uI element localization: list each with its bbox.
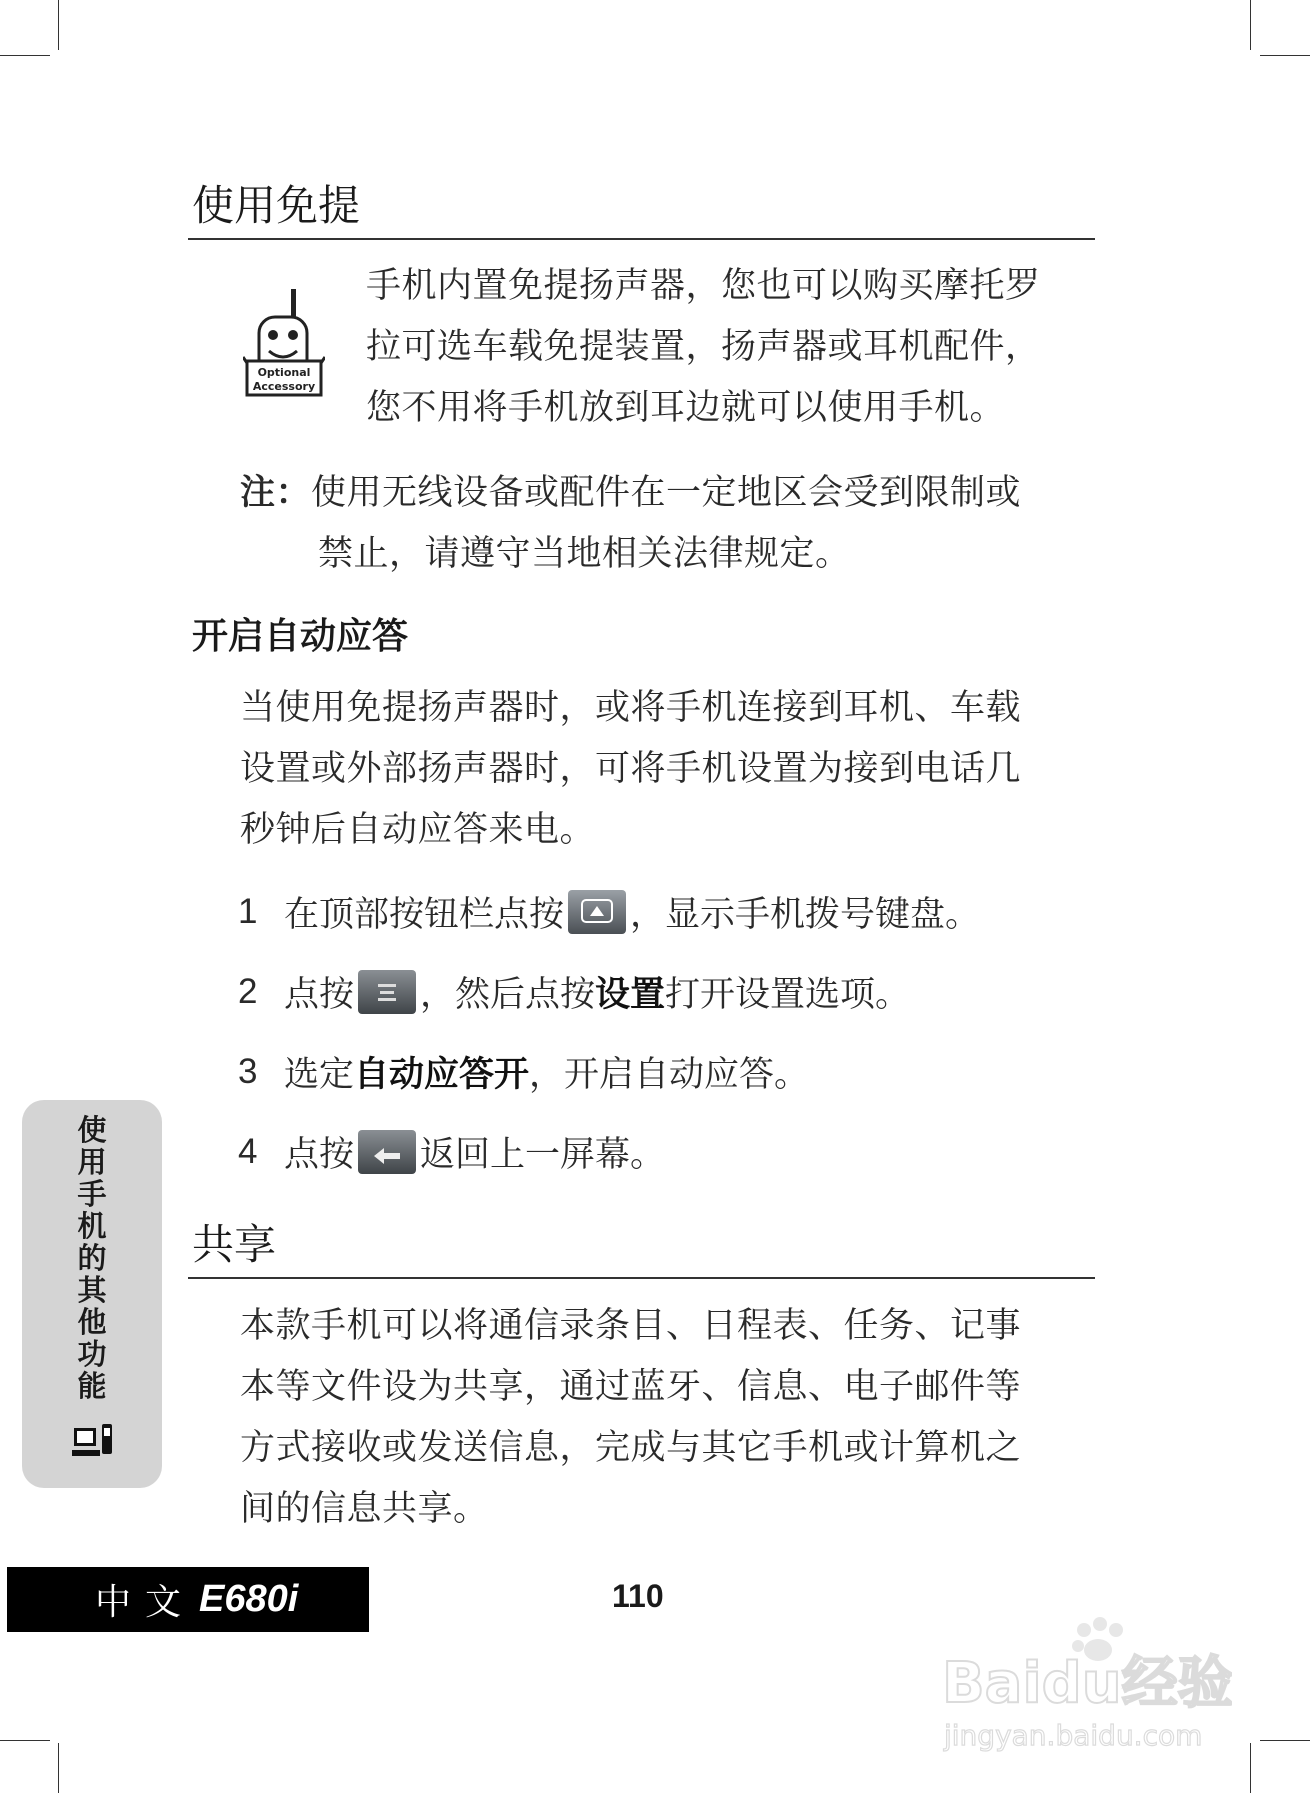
text-line: 方式接收或发送信息，完成与其它手机或计算机之: [240, 1428, 1022, 1468]
crop-mark: [58, 1743, 59, 1793]
step-number: 2: [238, 972, 258, 1011]
svg-text:Optional: Optional: [257, 366, 311, 379]
step-bold-text: 设置: [595, 975, 666, 1015]
text-line: 本款手机可以将通信录条目、日程表、任务、记事: [240, 1306, 1022, 1346]
chapter-side-tab: [22, 1100, 162, 1488]
step-text: ，开启自动应答。: [529, 1055, 810, 1095]
note-block: [240, 463, 1021, 585]
step-4: [238, 1127, 665, 1177]
step-text: ，然后点按: [420, 975, 596, 1015]
crop-mark: [58, 0, 59, 50]
crop-mark: [0, 55, 50, 56]
crop-mark: [1260, 55, 1310, 56]
crop-mark: [1250, 1743, 1251, 1793]
baidu-watermark: [932, 1610, 1232, 1760]
text-line: 手机内置免提扬声器，您也可以购买摩托罗: [366, 266, 1041, 306]
section-title-handsfree: 使用免提: [192, 181, 361, 230]
step-number: 3: [238, 1052, 258, 1091]
optional-accessory-icon: [243, 283, 325, 399]
step-text: ，显示手机拨号键盘。: [630, 895, 981, 935]
crop-mark: [1260, 1740, 1310, 1741]
subsection-title-auto-answer: 开启自动应答: [192, 615, 409, 657]
section-title-sharing: 共享: [192, 1220, 277, 1269]
text-line: 间的信息共享。: [240, 1489, 489, 1529]
note-label: 注：: [240, 473, 312, 513]
chapter-label: 使 用 手 机 的 其 他 功 能: [77, 1113, 107, 1403]
section-rule: [188, 238, 1095, 240]
step-1: [238, 887, 980, 937]
svg-text:Baidu经验: Baidu经验: [942, 1651, 1232, 1716]
auto-answer-paragraph: [240, 678, 1021, 861]
step-text: 点按: [284, 1135, 355, 1175]
step-text: 点按: [284, 975, 355, 1015]
text-line: 秒钟后自动应答来电。: [240, 810, 596, 850]
text-line: 本等文件设为共享，通过蓝牙、信息、电子邮件等: [240, 1367, 1022, 1407]
menu-button-icon: [358, 970, 416, 1014]
section-rule: [188, 1277, 1095, 1279]
step-bold-text: 自动应答开: [354, 1055, 530, 1095]
footer-model: E680i: [199, 1578, 299, 1620]
footer-language-model: [7, 1567, 369, 1632]
step-number: 4: [238, 1132, 258, 1171]
back-button-icon: [358, 1130, 416, 1174]
page-number: 110: [612, 1578, 664, 1614]
step-text: 在顶部按钮栏点按: [284, 895, 565, 935]
footer-language: 中文: [95, 1582, 196, 1623]
crop-mark: [1250, 0, 1251, 50]
note-text: 使用无线设备或配件在一定地区会受到限制或: [311, 473, 1022, 513]
text-line: 设置或外部扬声器时，可将手机设置为接到电话几: [240, 749, 1022, 789]
step-2: [238, 967, 910, 1017]
svg-text:jingyan.baidu.com: jingyan.baidu.com: [944, 1719, 1203, 1752]
sharing-paragraph: [240, 1296, 1021, 1540]
svg-text:Accessory: Accessory: [252, 380, 316, 393]
step-number: 1: [238, 892, 258, 931]
crop-mark: [0, 1740, 50, 1741]
handsfree-paragraph: [366, 256, 1041, 439]
text-line: 当使用免提扬声器时，或将手机连接到耳机、车载: [240, 688, 1022, 728]
dialpad-button-icon: [568, 890, 626, 934]
step-3: [238, 1047, 809, 1097]
computer-phone-icon: [72, 1420, 116, 1464]
text-line: 拉可选车载免提装置，扬声器或耳机配件，: [366, 327, 1041, 367]
step-text: 返回上一屏幕。: [420, 1135, 666, 1175]
step-text: 选定: [284, 1055, 355, 1095]
text-line: 您不用将手机放到耳边就可以使用手机。: [366, 388, 1006, 428]
step-text: 打开设置选项。: [665, 975, 911, 1015]
note-text: 禁止，请遵守当地相关法律规定。: [318, 534, 851, 574]
